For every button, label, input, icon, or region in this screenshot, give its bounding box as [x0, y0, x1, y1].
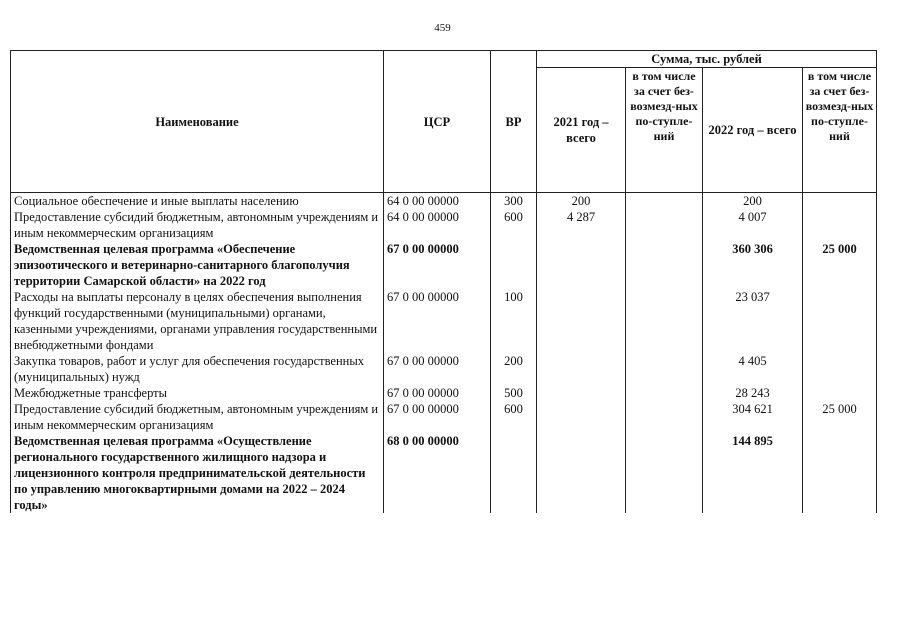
table-row: [11, 433, 877, 513]
cell-2022-total: 304 621: [703, 401, 803, 433]
header-2021-total: 2021 год – всего: [537, 68, 626, 193]
cell-2021-free: [626, 401, 703, 433]
table-row: [11, 353, 877, 385]
cell-2022-free: [803, 193, 877, 210]
header-2022-free: в том числе за счет без-возмезд-ных по-ступле-ний: [803, 68, 877, 193]
table-row: [11, 401, 877, 433]
cell-csr: 68 0 00 00000: [384, 433, 491, 513]
cell-2021-free: [626, 289, 703, 353]
cell-2021-free: [626, 193, 703, 210]
cell-2022-total: 200: [703, 193, 803, 210]
table-row: [11, 241, 877, 289]
cell-name: Ведомственная целевая программа «Осуществление регионального государственного жилищного надзора и лицензионного контроля предпринимательской деятельности по управлению многоквартирными домами на 2022 – 2024 годы»: [11, 433, 384, 513]
header-sum-group: Сумма, тыс. рублей: [537, 51, 877, 68]
cell-2021-total: [537, 241, 626, 289]
cell-name: Расходы на выплаты персоналу в целях обеспечения выполнения функций государственными (муниципальными) органами, казенными учреждениями, органами управления государственными внебюджетными фондами: [11, 289, 384, 353]
table-row: [11, 209, 877, 241]
cell-2022-free: [803, 209, 877, 241]
cell-vr: 100: [491, 289, 537, 353]
cell-2022-total: 4 007: [703, 209, 803, 241]
cell-csr: 64 0 00 00000: [384, 209, 491, 241]
cell-vr: 500: [491, 385, 537, 401]
cell-2021-total: [537, 385, 626, 401]
cell-2022-free: [803, 353, 877, 385]
cell-2022-total: 4 405: [703, 353, 803, 385]
cell-name: Ведомственная целевая программа «Обеспечение эпизоотического и ветеринарно-санитарного благополучия территории Самарской области» на 2022 год: [11, 241, 384, 289]
cell-2022-total: 144 895: [703, 433, 803, 513]
cell-2021-free: [626, 353, 703, 385]
table-row: [11, 193, 877, 210]
cell-2022-total: 360 306: [703, 241, 803, 289]
cell-2021-free: [626, 385, 703, 401]
table-body: [11, 193, 877, 514]
cell-vr: 200: [491, 353, 537, 385]
cell-csr: 67 0 00 00000: [384, 289, 491, 353]
cell-csr: 67 0 00 00000: [384, 401, 491, 433]
cell-2021-total: [537, 401, 626, 433]
cell-csr: 67 0 00 00000: [384, 385, 491, 401]
cell-name: Предоставление субсидий бюджетным, автономным учреждениям и иным некоммерческим организациям: [11, 209, 384, 241]
cell-csr: 67 0 00 00000: [384, 241, 491, 289]
table-row: [11, 385, 877, 401]
cell-2021-total: [537, 289, 626, 353]
budget-table: [10, 50, 877, 513]
cell-2022-total: 28 243: [703, 385, 803, 401]
cell-2021-free: [626, 209, 703, 241]
cell-vr: 300: [491, 193, 537, 210]
cell-2022-free: [803, 289, 877, 353]
cell-vr: [491, 241, 537, 289]
cell-name: Закупка товаров, работ и услуг для обеспечения государственных (муниципальных) нужд: [11, 353, 384, 385]
cell-name: Межбюджетные трансферты: [11, 385, 384, 401]
cell-2022-free: 25 000: [803, 401, 877, 433]
header-vr: ВР: [491, 51, 537, 193]
cell-2021-free: [626, 241, 703, 289]
header-name: Наименование: [11, 51, 384, 193]
cell-2021-total: 4 287: [537, 209, 626, 241]
cell-name: Предоставление субсидий бюджетным, автономным учреждениям и иным некоммерческим организациям: [11, 401, 384, 433]
cell-2022-total: 23 037: [703, 289, 803, 353]
header-csr: ЦСР: [384, 51, 491, 193]
cell-2022-free: 25 000: [803, 241, 877, 289]
cell-2022-free: [803, 433, 877, 513]
cell-2021-total: 200: [537, 193, 626, 210]
cell-csr: 67 0 00 00000: [384, 353, 491, 385]
cell-2022-free: [803, 385, 877, 401]
cell-csr: 64 0 00 00000: [384, 193, 491, 210]
cell-2021-total: [537, 353, 626, 385]
page-number: 459: [434, 22, 451, 34]
header-2021-free: в том числе за счет без-возмезд-ных по-ступле-ний: [626, 68, 703, 193]
cell-vr: [491, 433, 537, 513]
table-row: [11, 289, 877, 353]
cell-vr: 600: [491, 401, 537, 433]
cell-name: Социальное обеспечение и иные выплаты населению: [11, 193, 384, 210]
cell-2021-free: [626, 433, 703, 513]
cell-2021-total: [537, 433, 626, 513]
cell-vr: 600: [491, 209, 537, 241]
header-2022-total: 2022 год – всего: [703, 68, 803, 193]
